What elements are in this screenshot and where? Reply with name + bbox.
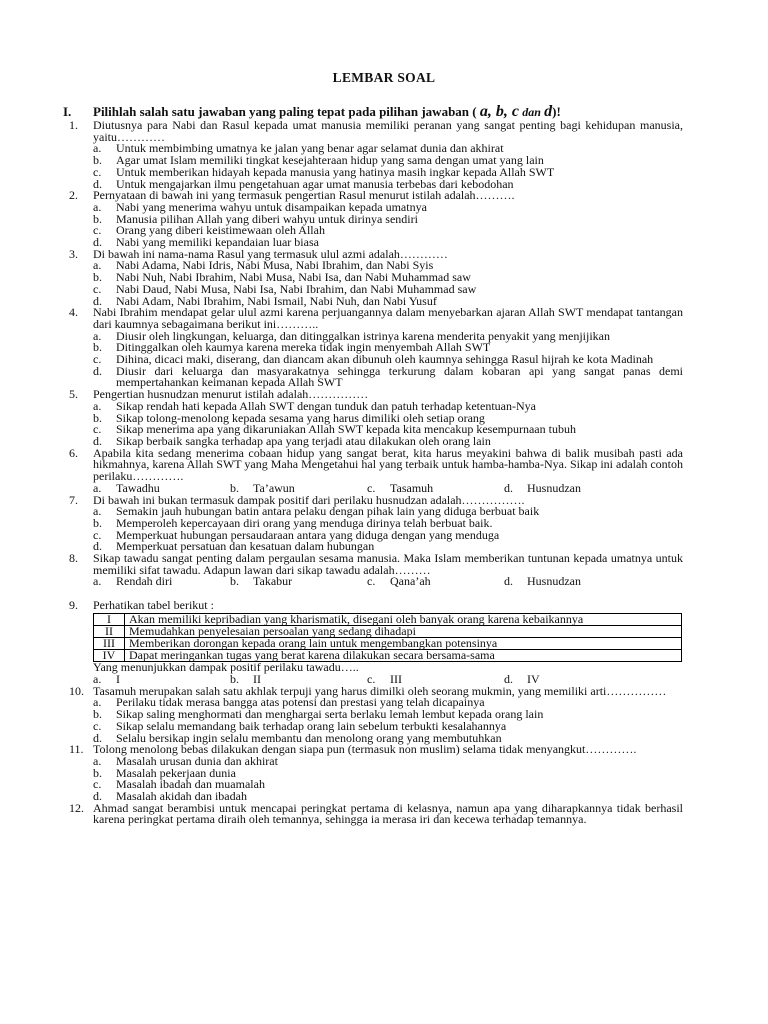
question-item: [63, 389, 683, 448]
option-letter: c.: [93, 422, 102, 437]
option-letter: c.: [93, 777, 102, 792]
option-letter: d.: [504, 574, 513, 589]
option-letter: c.: [93, 527, 102, 542]
option-letter: d.: [93, 176, 102, 191]
answer-option: [504, 576, 641, 588]
question-number: 2.: [69, 188, 78, 203]
question-item: [63, 597, 683, 687]
page-title: LEMBAR SOAL: [332, 70, 436, 85]
option-text: IV: [527, 672, 540, 687]
option-letter: d.: [93, 363, 102, 378]
option-letter: d.: [504, 672, 513, 687]
question-item: [63, 190, 683, 249]
option-text: Diusir oleh lingkungan, keluarga, dan ditinggalkan istrinya karena menderita penyakit yang menjijikan: [116, 328, 610, 343]
option-list: [93, 506, 683, 553]
option-text: Sikap saling menghormati dan menghargai serta berlaku lemah lembut kepada orang lain: [116, 707, 544, 722]
option-list: [93, 697, 683, 744]
question-list: [63, 120, 683, 826]
section-number: I.: [63, 104, 72, 119]
option-letter: a.: [93, 695, 102, 710]
table-row-text: Memberikan dorongan kepada orang lain untuk mengembangkan potensinya: [125, 637, 682, 649]
option-letter: c.: [93, 164, 102, 179]
option-text: Untuk membimbing umatnya ke jalan yang benar agar selamat dunia dan akhirat: [116, 141, 504, 156]
option-letter: b.: [230, 574, 239, 589]
question-item: [63, 800, 683, 827]
question-item: [63, 246, 683, 308]
option-text: Tawadhu: [116, 480, 160, 495]
answer-option: [93, 363, 683, 390]
option-letter: c.: [93, 718, 102, 733]
option-letter: b.: [93, 765, 102, 780]
statement-table: [93, 613, 682, 663]
table-row-number: I: [94, 613, 125, 625]
option-text: Perilaku tidak merasa bangga atas potensi dan prestasi yang telah dicapainya: [116, 695, 485, 710]
option-text: Masalah urusan dunia dan akhirat: [116, 753, 278, 768]
option-list: [93, 260, 683, 307]
option-letter: c.: [367, 480, 376, 495]
option-text: Sikap tolong-menolong kepada sesama yang harus dimiliki oleh setiap orang: [116, 410, 485, 425]
option-list: [93, 328, 683, 390]
option-letter: b.: [93, 153, 102, 168]
option-text: Nabi Nuh, Nabi Ibrahim, Nabi Musa, Nabi Isa, dan Nabi Muhammad saw: [116, 270, 471, 285]
question-item: [63, 307, 683, 389]
option-text: Nabi Adama, Nabi Idris, Nabi Musa, Nabi Ibrahim, dan Nabi Syis: [116, 258, 434, 273]
question-stem: Apabila kita sedang menerima cobaan hidup yang sangat berat, kita harus meyakini bahwa di balik musibah pasti ada hikmahnya, karena Allah SWT yang Maha Mengetahui hal yang terbaik untuk hamba-hamba-Nya. Sikap ini adalah contoh perilaku………….: [93, 445, 683, 484]
table-row-number: II: [94, 625, 125, 637]
option-text: Diusir dari keluarga dan masyarakatnya sehingga terkurung dalam kobaran api yang sangat panas demi mempertahankan keimanan kepada Allah SWT: [116, 363, 683, 390]
option-letter: d.: [93, 789, 102, 804]
option-letter: a.: [93, 328, 102, 343]
option-list: [93, 143, 683, 190]
option-text: Rendah diri: [116, 574, 173, 589]
option-letter: a.: [93, 480, 102, 495]
instruction-letter-d: d: [544, 103, 553, 120]
question-number: 9.: [69, 597, 78, 612]
question-item: [63, 683, 683, 745]
option-text: Semakin jauh hubungan batin antara pelaku dengan pihak lain yang diduga berbuat baik: [116, 504, 540, 519]
question-number: 8.: [69, 551, 78, 566]
option-text: Sikap selalu memandang baik terhadap orang lain sebelum terbukti kesalahannya: [116, 718, 507, 733]
option-list: [93, 753, 683, 804]
question-stem: Nabi Ibrahim mendapat gelar ulul azmi karena perjuangannya dalam menyebarkan ajaran Allah SWT mendapat tantangan dari kaumnya sebagaimana berikut ini………..: [93, 305, 683, 331]
question-stem: Di bawah ini nama-nama Rasul yang termasuk ulul azmi adalah…………: [93, 246, 448, 261]
question-stem: Pernyataan di bawah ini yang termasuk pengertian Rasul menurut istilah adalah……….: [93, 188, 515, 203]
option-letter: b.: [93, 410, 102, 425]
option-letter: d.: [93, 293, 102, 308]
table-row-number: III: [94, 637, 125, 649]
table-row-text: Dapat meringankan tugas yang berat karena dilakukan secara bersama-sama: [125, 650, 682, 662]
option-text: Memperkuat persatuan dan kesatuan dalam hubungan: [116, 539, 375, 554]
option-text: Dihina, dicaci maki, diserang, dan diancam akan dibunuh oleh kaumnya sehingga Rasul hijrah ke kota Madinah: [116, 352, 654, 367]
option-letter: b.: [93, 340, 102, 355]
question-item: [63, 492, 683, 554]
option-letter: b.: [93, 515, 102, 530]
option-letter: a.: [93, 753, 102, 768]
option-text: Untuk memberikan hidayah kepada manusia yang hatinya masih ingkar kepada Allah SWT: [116, 164, 555, 179]
question-number: 10.: [69, 683, 84, 698]
option-letter: d.: [93, 539, 102, 554]
option-list: [93, 199, 683, 250]
option-text: III: [390, 672, 402, 687]
option-letter: d.: [93, 235, 102, 250]
question-number: 3.: [69, 246, 78, 261]
option-list: [93, 398, 683, 448]
table-row-number: IV: [94, 650, 125, 662]
answer-option: [367, 576, 504, 588]
option-letter: d.: [504, 480, 513, 495]
option-text: Sikap rendah hati kepada Allah SWT dengan tunduk dan patuh terhadap ketentuan-Nya: [116, 398, 536, 413]
question-item: [63, 744, 683, 803]
option-text: Orang yang diberi keistimewaan oleh Allah: [116, 223, 325, 238]
question-stem: Perhatikan tabel berikut :: [93, 597, 214, 612]
table-followup: Yang menunjukkan dampak positif perilaku tawadu…..: [93, 660, 359, 675]
option-letter: b.: [93, 707, 102, 722]
answer-option: [93, 576, 230, 588]
option-text: Nabi yang menerima wahyu untuk disampaikan kepada umatnya: [116, 199, 427, 214]
option-letter: b.: [230, 672, 239, 687]
option-text: Takabur: [253, 574, 293, 589]
question-stem: Tolong menolong bebas dilakukan dengan siapa pun (termasuk non muslim) selama tidak menyangkut………….: [93, 742, 637, 757]
option-letter: d.: [93, 433, 102, 448]
question-number: 1.: [69, 118, 78, 132]
question-item: [63, 445, 683, 495]
option-text: Selalu bersikap ingin selalu membantu dan menolong orang yang membutuhkan: [116, 730, 502, 745]
option-text: Sikap menerima apa yang dikaruniakan Allah SWT kepada kita mencakup kesempurnaan tubuh: [116, 422, 576, 437]
option-text: II: [253, 672, 261, 687]
question-stem: Sikap tawadu sangat penting dalam pergaulan sesama manusia. Maka Islam memberikan tuntunan kepada umatnya untuk memiliki sifat tawadu. Adapun lawan dari sikap tawadu adalah………: [93, 551, 683, 577]
option-letter: a.: [93, 141, 102, 156]
question-number: 6.: [69, 445, 78, 460]
question-number: 12.: [69, 800, 84, 815]
option-letter: c.: [93, 352, 102, 367]
option-text: Masalah pekerjaan dunia: [116, 765, 236, 780]
option-letter: a.: [93, 574, 102, 589]
question-number: 4.: [69, 305, 78, 320]
option-text: Agar umat Islam memiliki tingkat kesejahteraan hidup yang sama dengan umat yang lain: [116, 153, 544, 168]
option-text: Ta’awun: [253, 480, 295, 495]
question-stem: Di bawah ini bukan termasuk dampak positif dari perilaku husnudzan adalah…………….: [93, 492, 525, 507]
option-letter: d.: [93, 730, 102, 745]
question-stem: Diutusnya para Nabi dan Rasul kepada umat manusia memiliki peranan yang sangat penting bagi kehidupan manusia, yaitu…………: [93, 118, 683, 144]
question-item: [63, 553, 683, 588]
question-number: 7.: [69, 492, 78, 507]
option-text: Masalah akidah dan ibadah: [116, 789, 247, 804]
instruction-closing: )!: [552, 104, 561, 119]
option-text: Memperkuat hubungan persaudaraan antara yang diduga dengan yang menduga: [116, 527, 500, 542]
option-letter: b.: [230, 480, 239, 495]
answer-option: [230, 576, 367, 588]
option-letter: b.: [93, 211, 102, 226]
option-letter: a.: [93, 672, 102, 687]
option-text: Husnudzan: [527, 574, 581, 589]
option-text: Manusia pilihan Allah yang diberi wahyu untuk dirinya sendiri: [116, 211, 418, 226]
question-number: 11.: [69, 742, 84, 757]
question-stem: Ahmad sangat berambisi untuk mencapai peringkat pertama di kelasnya, namun apa yang diharapkannya tidak berhasil karena peringkat pertama diraih oleh temannya, sehingga ia merasa iri dan kecewa terhadap temannya.: [93, 800, 683, 827]
option-text: Ditinggalkan oleh kaumya karena mereka tidak ingin menyembah Allah SWT: [116, 340, 491, 355]
option-letter: a.: [93, 398, 102, 413]
option-text: Masalah ibadah dan muamalah: [116, 777, 265, 792]
option-text: Sikap berbaik sangka terhadap apa yang terjadi atau dilakukan oleh orang lain: [116, 433, 491, 448]
option-letter: c.: [93, 281, 102, 296]
instruction-letters: a, b, c: [479, 103, 519, 120]
question-item: [63, 120, 683, 190]
option-text: Nabi Daud, Nabi Musa, Nabi Isa, Nabi Ibrahim, dan Nabi Muhammad saw: [116, 281, 477, 296]
question-number: 5.: [69, 387, 78, 402]
question-section: [63, 104, 683, 826]
instruction-text: Pilihlah salah satu jawaban yang paling tepat pada pilihan jawaban (: [93, 104, 477, 119]
table-row-text: Memudahkan penyelesaian persoalan yang sedang dihadapi: [125, 625, 682, 637]
option-text: Untuk mengajarkan ilmu pengetahuan agar umat manusia terbebas dari kebodohan: [116, 176, 514, 191]
option-text: Tasamuh: [390, 480, 434, 495]
table-row-text: Akan memiliki kepribadian yang kharismatik, disegani oleh banyak orang karena kebaikannya: [125, 613, 682, 625]
option-letter: a.: [93, 258, 102, 273]
option-text: I: [116, 672, 120, 687]
option-letter: a.: [93, 504, 102, 519]
instruction-dan: dan: [522, 105, 541, 119]
option-text: Nabi Adam, Nabi Ibrahim, Nabi Ismail, Nabi Nuh, dan Nabi Yusuf: [116, 293, 437, 308]
question-stem: Tasamuh merupakan salah satu akhlak terpuji yang harus dimilki oleh seorang mukmin, yang memiliki arti……………: [93, 683, 667, 698]
option-text: Qana’ah: [390, 574, 431, 589]
option-letter: c.: [93, 223, 102, 238]
option-letter: b.: [93, 270, 102, 285]
option-letter: c.: [367, 672, 376, 687]
option-text: Nabi yang memiliki kepandaian luar biasa: [116, 235, 319, 250]
inline-option-row: [93, 576, 683, 588]
option-letter: c.: [367, 574, 376, 589]
question-stem: Pengertian husnudzan menurut istilah adalah……………: [93, 387, 369, 402]
option-text: Husnudzan: [527, 480, 581, 495]
option-letter: a.: [93, 199, 102, 214]
option-text: Memperoleh kepercayaan diri orang yang menduga dirinya telah berbuat baik.: [116, 515, 493, 530]
